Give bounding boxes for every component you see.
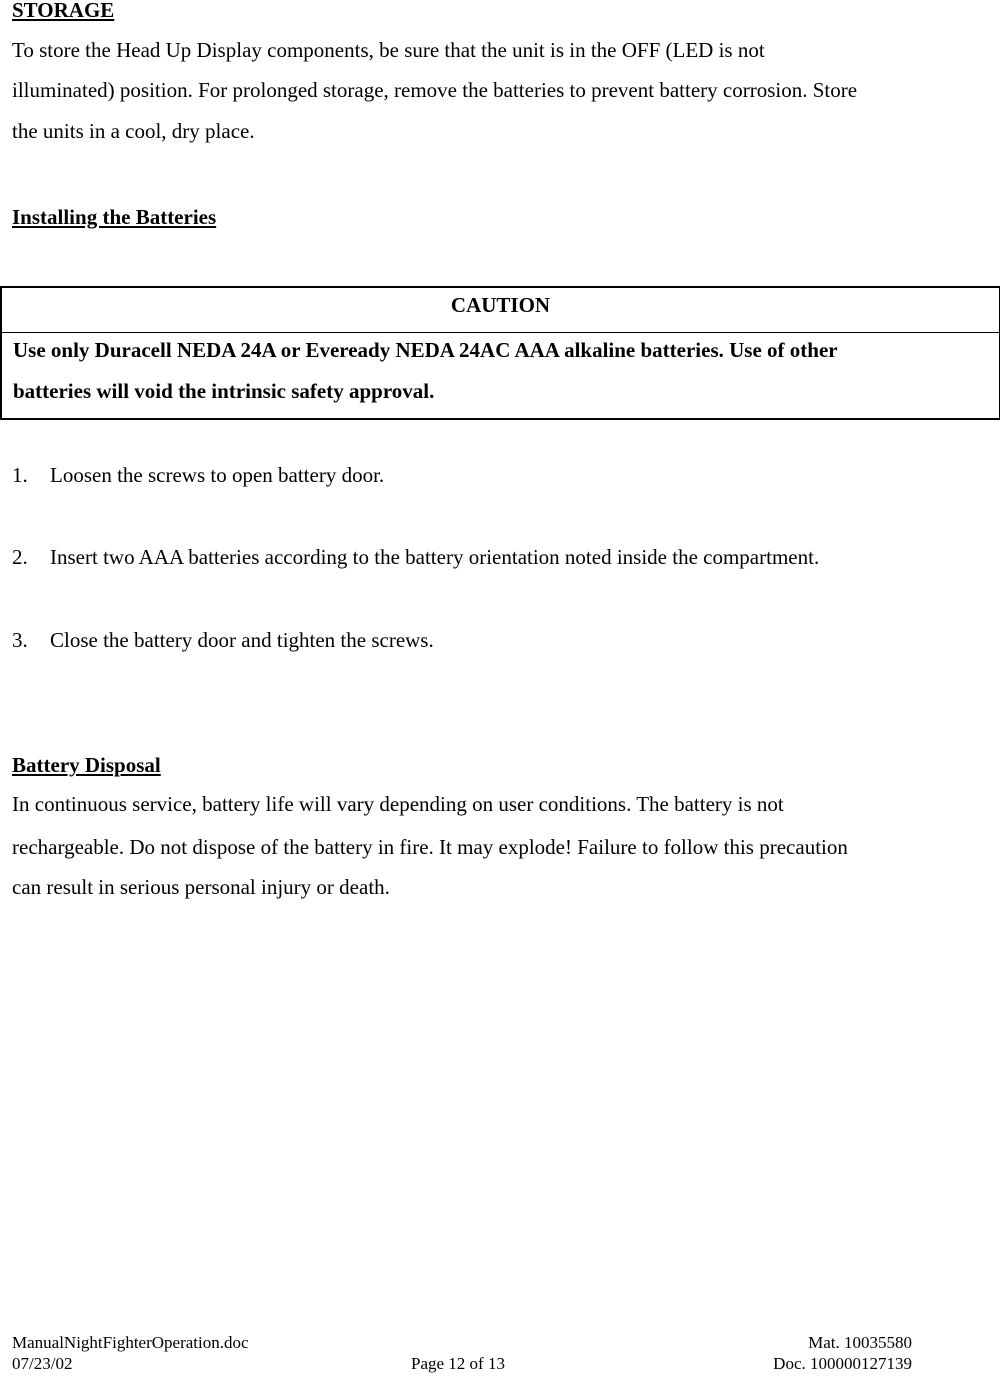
footer-doc-number: Doc. 100000127139 bbox=[773, 1354, 912, 1373]
storage-text-line-3: the units in a cool, dry place. bbox=[12, 119, 255, 143]
storage-text-line-1: To store the Head Up Display components, be sure that the unit is in the OFF (LED is not bbox=[12, 38, 765, 62]
caution-title: CAUTION bbox=[2, 288, 999, 333]
storage-text-line-2: illuminated) position. For prolonged storage, remove the batteries to prevent battery corrosion. Store bbox=[12, 78, 858, 102]
installing-heading: Installing the Batteries bbox=[12, 205, 217, 229]
disposal-heading: Battery Disposal bbox=[12, 753, 161, 777]
disposal-text-line-2: rechargeable. Do not dispose of the battery in fire. It may explode! Failure to follow this precaution bbox=[12, 835, 848, 859]
step-number: 3. bbox=[12, 628, 28, 652]
footer-date: 07/23/02 bbox=[12, 1354, 73, 1373]
caution-text-line-1: Use only Duracell NEDA 24A or Eveready NEDA 24AC AAA alkaline batteries. Use of other bbox=[13, 338, 838, 362]
disposal-text-line-3: can result in serious personal injury or death. bbox=[12, 875, 390, 899]
disposal-text-line-1: In continuous service, battery life will vary depending on user conditions. The battery is not bbox=[12, 792, 784, 816]
storage-heading: STORAGE bbox=[12, 0, 115, 22]
footer-page-number: Page 12 of 13 bbox=[411, 1354, 505, 1373]
caution-text-line-2: batteries will void the intrinsic safety approval. bbox=[13, 379, 435, 403]
step-number: 2. bbox=[12, 545, 28, 569]
step-number: 1. bbox=[12, 463, 28, 487]
step-text: Insert two AAA batteries according to the battery orientation noted inside the compartment. bbox=[50, 545, 820, 569]
step-text: Close the battery door and tighten the screws. bbox=[50, 628, 434, 652]
footer-filename: ManualNightFighterOperation.doc bbox=[12, 1333, 249, 1352]
step-text: Loosen the screws to open battery door. bbox=[50, 463, 385, 487]
caution-box bbox=[0, 286, 1000, 420]
footer-mat-number: Mat. 10035580 bbox=[808, 1333, 912, 1352]
